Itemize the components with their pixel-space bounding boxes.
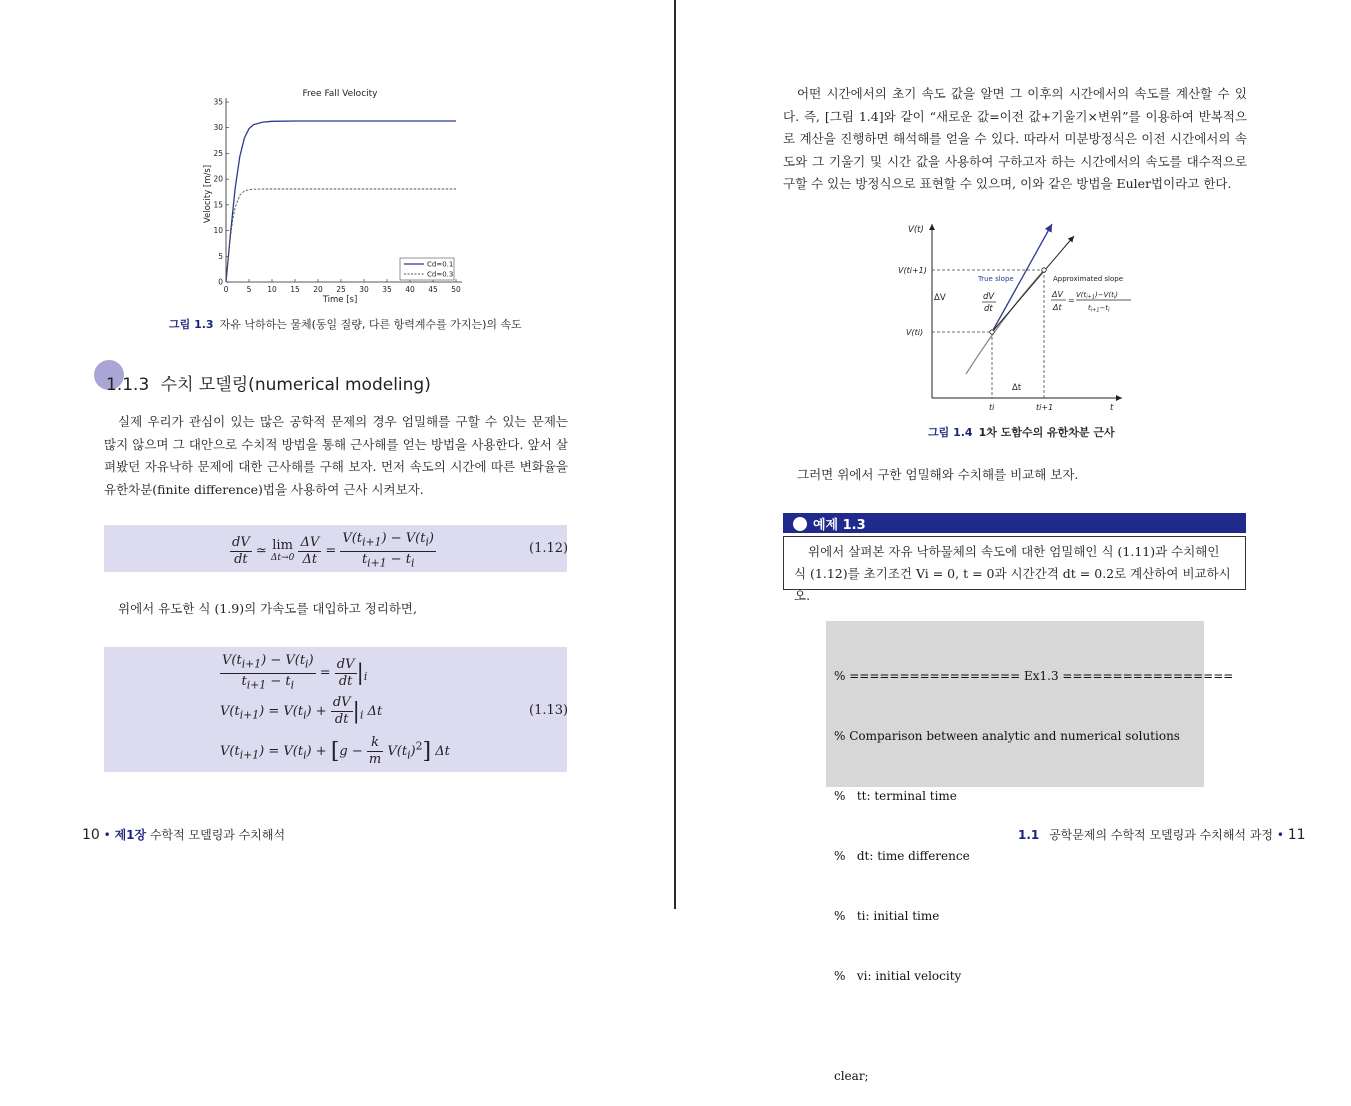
- right-paragraph-2-text: 그러면 위에서 구한 엄밀해와 수치해를 비교해 보자.: [797, 467, 1079, 482]
- x-tick-label: 40: [405, 285, 415, 294]
- equation-1-13-box: [104, 647, 567, 772]
- label-approx-frac-num: $V(t_{i+1})-V(t_i)$: [1076, 291, 1119, 301]
- label-approximated-slope: Approximated slope: [1053, 275, 1124, 283]
- left-footer-chapter: 제1장: [114, 828, 147, 842]
- x-tick-label: 35: [382, 285, 392, 294]
- y-tick-label: 10: [213, 226, 223, 236]
- label-approx-frac-den: $t_{i+1}-t_i$: [1088, 304, 1110, 314]
- code-line: % Comparison between analytic and numerical solutions: [834, 729, 1180, 743]
- right-paragraph-1-text: 어떤 시간에서의 초기 속도 값을 알면 그 이후의 시간에서의 속도를 계산할 수 있다. 즉, [그림 1.4]와 같이 “새로운 값=이전 값+기울기×변위”를 이용하여 반복적으로 계산을 진행하면 해석해를 얻을 수 있다. 따라서 미분방정식은 이전 시간에서의 속도와 그 기울기 및 시간 값을 사용하여 구하고자 하는 시간에서의 속도를 대수적으로 구할 수 있는 방정식으로 표현할 수 있으며, 이와 같은 방법을 Euler법이라고 한다.: [783, 86, 1247, 191]
- chart-legend: [400, 258, 454, 280]
- x-tick-label: 10: [267, 285, 277, 294]
- label-true-slope: True slope: [978, 275, 1014, 283]
- x-tick-label: 20: [313, 285, 323, 294]
- code-line: % vi: initial velocity: [834, 969, 962, 983]
- label-t-i1: ti+1: [1036, 403, 1054, 412]
- y-axis-label: Velocity [m/s]: [203, 164, 213, 224]
- example-icon: [793, 517, 807, 531]
- label-t: t: [1110, 403, 1114, 413]
- label-approx-num-dv: ΔV: [1052, 290, 1063, 299]
- right-footer-section: 1.1: [1018, 828, 1040, 842]
- y-tick-label: 15: [213, 200, 223, 210]
- y-tick-label: 35: [213, 97, 223, 107]
- code-line: % ================= Ex1.3 =================: [834, 669, 1234, 683]
- label-delta-v: ΔV: [934, 293, 946, 303]
- equation-1-13-line-3: $V(t_{i+1}) = V(t_i) + [g$ − $\frac{k}{m}$ $V(t_i)^2$] Δt: [220, 735, 450, 767]
- figure-caption-text: 자유 낙하하는 물체(동일 질량, 다른 항력계수를 가지는)의 속도: [219, 318, 522, 331]
- x-tick-label: 45: [428, 285, 438, 294]
- label-delta-t: Δt: [1012, 383, 1022, 393]
- label-v-ti1: V(ti+1): [898, 266, 927, 275]
- legend-series-2: Cd=0.3: [427, 270, 454, 279]
- code-line: % dt: time difference: [834, 849, 970, 863]
- code-line: clear;: [834, 1069, 869, 1083]
- left-paragraph-2: [104, 598, 568, 621]
- section-title: 수치 모델링(numerical modeling): [160, 375, 431, 395]
- equation-1-12-number: (1.12): [529, 541, 569, 556]
- example-body: [783, 536, 1246, 603]
- label-approx-eq: =: [1068, 296, 1075, 305]
- label-t-i: ti: [989, 403, 995, 412]
- section-number: 1.1.3: [106, 375, 150, 395]
- example-body-text: 위에서 살펴본 자유 낙하물체의 속도에 대한 엄밀해인 식 (1.11)과 수치해인 식 (1.12)를 초기조건 Vi = 0, t = 0과 시간간격 dt = 0.2로 계산하여 비교하시오.: [794, 544, 1231, 603]
- section-heading: [106, 370, 431, 395]
- right-paragraph-2: [783, 464, 1247, 487]
- left-paragraph-1: [104, 411, 568, 501]
- x-tick-label: 30: [359, 285, 369, 294]
- figure-caption-number: 그림 1.4: [928, 426, 973, 439]
- figure-1-3-caption: [169, 316, 522, 332]
- equation-1-13-line-2: $V(t_{i+1}) = V(t_i)$ + $\frac{dV}{dt}$ $|_i$ Δt: [220, 695, 383, 727]
- label-v-t: V(t): [908, 225, 924, 235]
- right-footer-title: 공학문제의 수학적 모델링과 수치해석 과정: [1049, 828, 1274, 842]
- y-tick-label: 0: [218, 277, 223, 287]
- figure-caption-number: 그림 1.3: [169, 318, 214, 331]
- x-tick-label: 5: [246, 285, 252, 294]
- chart-title: Free Fall Velocity: [302, 89, 378, 99]
- code-line: % tt: terminal time: [834, 789, 957, 803]
- label-approx-den-dt: Δt: [1053, 303, 1062, 312]
- x-tick-label: 0: [223, 285, 229, 294]
- code-line: % ti: initial time: [834, 909, 940, 923]
- example-title: 예제 1.3: [813, 518, 866, 533]
- left-page-footer: 10 • 제1장 수학적 모델링과 수치해석: [82, 827, 286, 843]
- book-spine: [674, 0, 676, 909]
- y-tick-label: 25: [213, 148, 223, 158]
- example-header: [783, 513, 1246, 533]
- figure-1-4-caption: [928, 424, 1115, 440]
- equation-1-12: $\frac{dV}{dt}$ ≃ lim Δt→0 $\frac{\Delta V}{\Delta t}$ = $\frac{V(t_{i+1}) - V(t_i)}{t_{i+1} - t_i}$: [232, 531, 434, 570]
- x-axis-label: Time [s]: [322, 295, 358, 305]
- equation-1-12-box: [104, 525, 567, 572]
- y-tick-label: 20: [213, 174, 223, 184]
- equation-1-13-number: (1.13): [529, 703, 569, 718]
- x-tick-label: 50: [451, 285, 461, 294]
- y-tick-label: 30: [213, 123, 223, 133]
- label-dv-dt-num: dV: [983, 292, 995, 302]
- finite-difference-diagram: [890, 216, 1140, 416]
- left-paragraph-1-text: 실제 우리가 관심이 있는 많은 공학적 문제의 경우 엄밀해를 구할 수 있는 문제는 많지 않으며 그 대안으로 수치적 방법을 통해 근사해를 얻는 방법을 사용한다. 앞서 살펴봤던 자유낙하 문제에 대한 근사해를 구해 보자. 먼저 속도의 시간에 따른 변화율을 유한차분(finite difference)법을 사용하여 근사 시켜보자.: [104, 414, 568, 497]
- right-page-footer: 1.1 공학문제의 수학적 모델링과 수치해석 과정 • 11: [1018, 827, 1306, 843]
- figure-caption-text: 1차 도함수의 유한차분 근사: [978, 426, 1115, 439]
- right-page-number: 11: [1287, 827, 1306, 843]
- free-fall-velocity-chart: [190, 82, 490, 310]
- y-tick-label: 5: [218, 251, 223, 261]
- legend-series-1: Cd=0.1: [427, 260, 454, 269]
- x-tick-label: 15: [290, 285, 300, 294]
- label-dv-dt-den: dt: [984, 304, 993, 314]
- left-footer-title: 수학적 모델링과 수치해석: [149, 828, 286, 842]
- left-paragraph-2-text: 위에서 유도한 식 (1.9)의 가속도를 대입하고 정리하면,: [118, 601, 417, 616]
- left-page-number: 10: [82, 827, 100, 843]
- label-v-ti: V(ti): [906, 328, 924, 337]
- right-paragraph-1: [783, 83, 1247, 196]
- x-tick-label: 25: [336, 285, 346, 294]
- equation-1-13-line-1: $\frac{V(t_{i+1}) - V(t_i)}{t_{i+1} - t_i}$ = $\frac{dV}{dt}$ $|_i$: [222, 653, 368, 692]
